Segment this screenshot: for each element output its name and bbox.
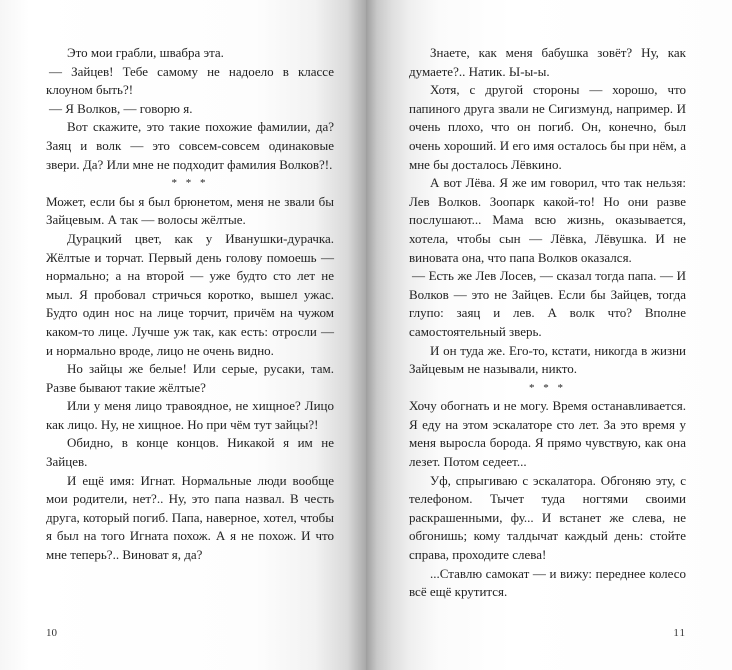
page-number: 11 <box>673 626 686 639</box>
paragraph: Дурацкий цвет, как у Иванушки-дурачка. Жёлтые и торчат. Первый день голову помоешь — нормально; а на второй — уже будто сто лет не мыл. Я пробовал стричься коротко, вышел ужас. Будто один нос на лице торчит, причём на чужом каком-то лице. Лучше уж так, как есть: отросли — и нормально вроде, лицо не очень видно. <box>46 230 334 358</box>
paragraph: Может, если бы я был брюнетом, меня не звали бы Зайцевым. А так — волосы жёлтые. <box>46 193 334 228</box>
paragraph: Но зайцы же белые! Или серые, русаки, там. Разве бывают такие жёлтые? <box>46 361 334 395</box>
left-page-text <box>46 44 334 565</box>
paragraph: А вот Лёва. Я же им говорил, что так нельзя: Лев Волков. Зоопарк какой-то! Но они разве послушают... Мама всю жизнь, оказывается, хотела, чтобы сын — Лёвка, Лёвушка. И не виновата она, что папа Волков оказался. <box>409 175 686 265</box>
paragraph: Или у меня лицо травоядное, не хищное? Лицо как лицо. Ну, не хищное. Но при чём тут зайцы?! <box>46 398 334 432</box>
section-break: * * * <box>171 177 209 190</box>
right-page <box>366 0 732 670</box>
paragraph: Вот скажите, это такие похожие фамилии, да? Заяц и волк — это совсем-совсем одинаковые звери. Да? Или мне не подходит фамилия Волков?!. <box>46 119 334 172</box>
paragraph: — Зайцев! Тебе самому не надоело в классе клоуном быть?! <box>46 63 334 98</box>
paragraph: Знаете, как меня бабушка зовёт? Ну, как думаете?.. Натик. Ы-ы-ы. <box>409 45 686 79</box>
paragraph: Это мои грабли, швабра эта. <box>67 45 224 60</box>
paragraph: Хотя, с другой стороны — хорошо, что папиного друга звали не Сигизмунд, например. И очень плохо, что он погиб. Он, конечно, был очень хороший. И его имя осталось бы при нём, а мне бы досталось Лёвкино. <box>409 82 686 172</box>
paragraph: — Есть же Лев Лосев, — сказал тогда папа. — И Волков — это не Зайцев. Если бы Зайцев, тогда глупо: заяц и лев. А волк что? Вполне самостоятельный зверь. <box>409 268 686 339</box>
right-page-text <box>409 44 686 602</box>
paragraph: И он туда же. Его-то, кстати, никогда в жизни Зайцевым не называли, никто. <box>409 342 686 377</box>
paragraph: Уф, спрыгиваю с эскалатора. Обгоняю эту, с телефоном. Тычет туда ногтями своими раскрашенными, фу... И встанет же слева, не обгонишь; кому талдычат каждый день: стойте справа, проходите слева! <box>409 472 686 563</box>
paragraph: Хочу обогнать и не могу. Время останавливается. Я еду на этом эскалаторе сто лет. За это время у меня выросла борода. Я прямо чувствую, как она лезет. Потом седеет... <box>409 398 686 470</box>
paragraph: ...Ставлю самокат — и вижу: переднее колесо всё ещё крутится. <box>409 565 686 600</box>
page-number: 10 <box>46 626 57 639</box>
paragraph: — Я Волков, — говорю я. <box>49 100 193 116</box>
paragraph: Обидно, в конце концов. Никакой я им не Зайцев. <box>46 435 334 470</box>
paragraph: И ещё имя: Игнат. Нормальные люди вообще мои родители, нет?.. Ну, это папа назвал. В честь друга, который погиб. Папа, наверное, хотел, чтобы я был на того Игната похож. А я не похож. И что мне теперь?.. Виноват я, да? <box>46 472 334 563</box>
section-break: * * * <box>529 381 566 394</box>
